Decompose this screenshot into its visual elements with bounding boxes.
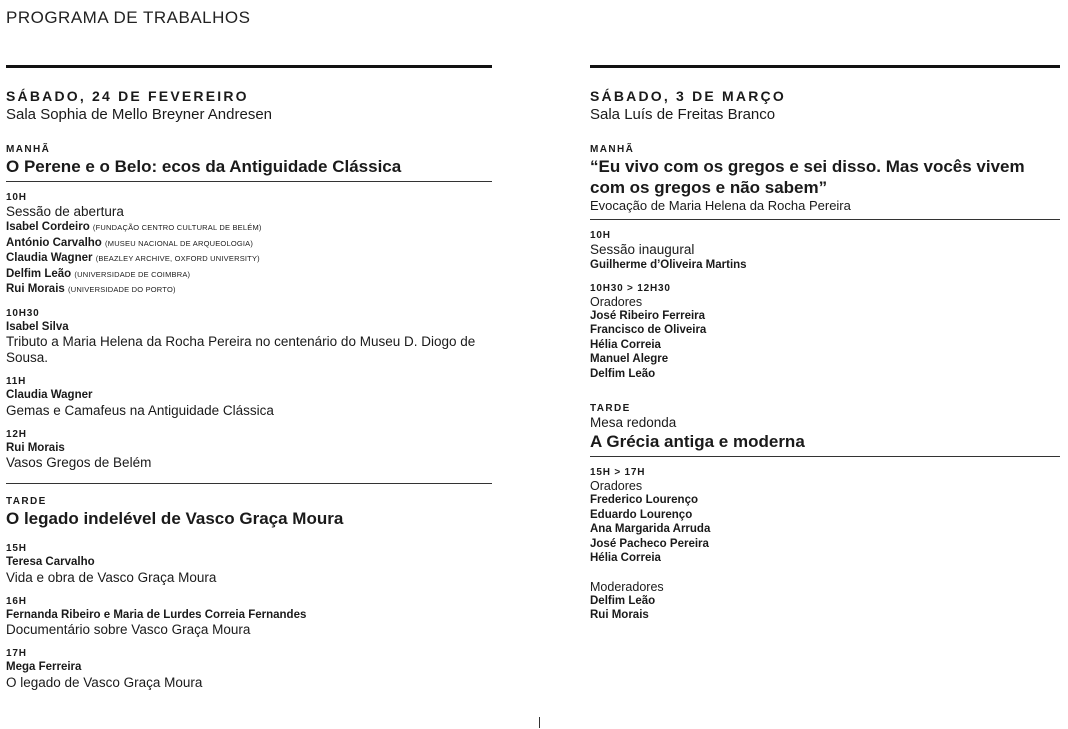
participant: Claudia Wagner (BEAZLEY ARCHIVE, OXFORD UNIVERSITY) <box>6 252 260 264</box>
program-slot <box>6 429 492 472</box>
day-column-right <box>590 65 1060 633</box>
participant: António Carvalho (MUSEU NACIONAL DE ARQUEOLOGIA) <box>6 236 254 249</box>
session-title: O legado indelével de Vasco Graça Moura <box>6 509 344 528</box>
role-label: Oradores <box>590 479 643 493</box>
slot-time: 15H > 17H <box>590 467 646 478</box>
section-divider <box>590 456 1060 457</box>
slot-description: Sessão de abertura <box>6 204 124 219</box>
program-slot <box>590 467 1060 566</box>
venue: Sala Luís de Freitas Branco <box>590 106 776 123</box>
speaker: José Pacheco Pereira <box>590 537 709 550</box>
speaker: Teresa Carvalho <box>6 556 95 568</box>
speaker: Mega Ferreira <box>6 661 82 673</box>
slot-time: 17H <box>6 648 27 659</box>
program-slot <box>6 192 492 298</box>
speaker: Francisco de Oliveira <box>590 324 707 336</box>
slot-time: 11H <box>6 376 27 387</box>
period-label: MANHÃ <box>590 144 635 155</box>
moderators-block <box>590 580 1060 623</box>
day-column-left <box>6 65 492 701</box>
speaker: Fernanda Ribeiro e Maria de Lurdes Correia Fernandes <box>6 608 307 621</box>
role-label: Oradores <box>590 294 643 309</box>
affiliation: (MUSEU NACIONAL DE ARQUEOLOGIA) <box>105 238 254 248</box>
moderator: Rui Morais <box>590 609 649 621</box>
speaker: Claudia Wagner <box>6 389 93 401</box>
slot-time: 10H <box>6 192 27 203</box>
speaker: Eduardo Lourenço <box>590 508 693 521</box>
affiliation: (UNIVERSIDADE DO PORTO) <box>68 285 176 294</box>
slot-time: 10H30 <box>6 307 40 319</box>
period-label: TARDE <box>590 403 631 414</box>
venue: Sala Sophia de Mello Breyner Andresen <box>6 106 273 123</box>
section-divider <box>6 483 492 484</box>
participant: Delfim Leão (UNIVERSIDADE DE COIMBRA) <box>6 267 191 280</box>
slot-time: 16H <box>6 595 27 607</box>
speaker: Guilherme d’Oliveira Martins <box>590 259 747 271</box>
slot-description: Documentário sobre Vasco Graça Moura <box>6 622 251 637</box>
slot-description: Vida e obra de Vasco Graça Moura <box>6 569 217 585</box>
speaker: Manuel Alegre <box>590 353 669 365</box>
fold-mark <box>539 717 540 728</box>
speaker: Frederico Lourenço <box>590 494 698 506</box>
period-label: TARDE <box>6 496 47 507</box>
speaker: Delfim Leão <box>590 367 656 380</box>
section-divider <box>6 181 492 182</box>
program-slot <box>6 596 492 639</box>
speaker: José Ribeiro Ferreira <box>590 309 706 322</box>
period-label: MANHÃ <box>6 144 51 155</box>
page-title: PROGRAMA DE TRABALHOS <box>6 8 251 27</box>
day-heading: SÁBADO, 24 DE FEVEREIRO <box>6 88 249 104</box>
slot-description: O legado de Vasco Graça Moura <box>6 674 203 690</box>
speaker: Hélia Correia <box>590 338 661 351</box>
participant: Isabel Cordeiro (FUNDAÇÃO CENTRO CULTURAL DE BELÉM) <box>6 221 262 233</box>
slot-description: Tributo a Maria Helena da Rocha Pereira no centenário do Museu D. Diogo de Sousa. <box>6 334 476 365</box>
slot-time: 10H <box>590 230 611 241</box>
slot-time: 10H30 > 12H30 <box>590 282 671 294</box>
speaker: Hélia Correia <box>590 552 661 564</box>
affiliation: (UNIVERSIDADE DE COIMBRA) <box>74 269 191 279</box>
session-title: A Grécia antiga e moderna <box>590 432 805 451</box>
slot-time: 15H <box>6 543 27 554</box>
slot-description: Sessão inaugural <box>590 242 695 257</box>
participant: Rui Morais (UNIVERSIDADE DO PORTO) <box>6 283 176 295</box>
speaker: Rui Morais <box>6 441 65 454</box>
slot-time: 12H <box>6 428 27 440</box>
session-title: O Perene e o Belo: ecos da Antiguidade Clássica <box>6 157 402 176</box>
slot-description: Vasos Gregos de Belém <box>6 455 152 470</box>
program-slot <box>6 376 492 419</box>
slot-description: Gemas e Camafeus na Antiguidade Clássica <box>6 402 274 418</box>
affiliation: (FUNDAÇÃO CENTRO CULTURAL DE BELÉM) <box>92 223 262 232</box>
moderator: Delfim Leão <box>590 594 656 607</box>
day-heading: SÁBADO, 3 DE MARÇO <box>590 88 786 104</box>
section-divider <box>590 219 1060 220</box>
speaker: Ana Margarida Arruda <box>590 523 711 535</box>
program-slot <box>6 648 492 691</box>
day-divider <box>6 65 492 68</box>
session-title: “Eu vivo com os gregos e sei disso. Mas vocês vivem com os gregos e não sabem” <box>590 157 1025 197</box>
session-pretitle: Mesa redonda <box>590 415 677 430</box>
program-slot <box>6 543 492 586</box>
role-label: Moderadores <box>590 579 664 594</box>
speaker: Isabel Silva <box>6 320 69 333</box>
session-subtitle: Evocação de Maria Helena da Rocha Pereira <box>590 198 851 213</box>
program-slot <box>590 283 1060 382</box>
program-slot <box>590 230 1060 273</box>
affiliation: (BEAZLEY ARCHIVE, OXFORD UNIVERSITY) <box>95 254 260 263</box>
day-divider <box>590 65 1060 68</box>
program-slot <box>6 308 492 367</box>
